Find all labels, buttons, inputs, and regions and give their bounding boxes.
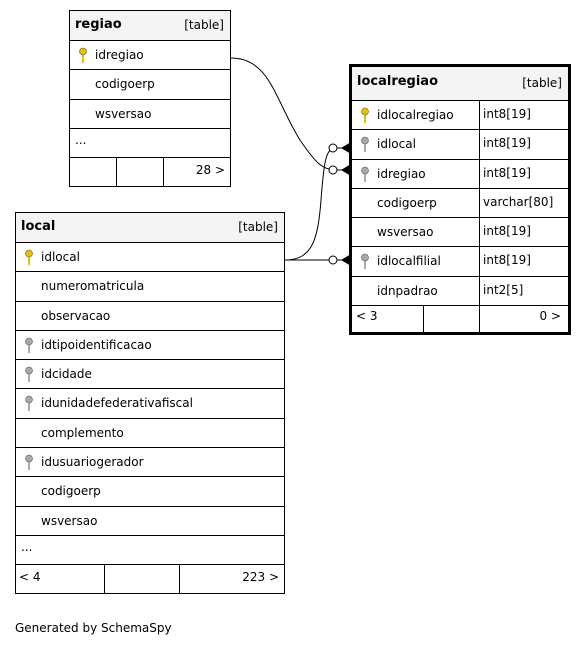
table-localregiao[interactable] xyxy=(349,64,571,335)
column-name: idusuariogerador xyxy=(41,455,144,470)
column-row-idregiao[interactable] xyxy=(70,41,230,70)
footer-parents[interactable] xyxy=(70,158,117,186)
column-type: int8[19] xyxy=(479,160,568,188)
column-name: idlocalfilial xyxy=(377,254,441,269)
table-name: localregiao xyxy=(357,74,439,89)
column-name: idlocal xyxy=(41,250,80,264)
relationship-local-localregiao-idlocal xyxy=(285,148,336,260)
column-type: int8[19] xyxy=(479,247,568,275)
foreign-key-icon xyxy=(24,454,34,471)
primary-key-icon xyxy=(24,249,34,266)
column-row-idlocal[interactable] xyxy=(352,130,568,159)
endpoint-idlocal xyxy=(329,142,351,154)
more-columns: ... xyxy=(16,536,284,565)
column-row-observacao[interactable] xyxy=(16,302,284,331)
relationship-regiao-localregiao xyxy=(231,58,336,170)
footer-spacer xyxy=(117,158,164,186)
more-columns: ... xyxy=(70,129,230,158)
column-name: codigoerp xyxy=(377,195,437,210)
column-row-idlocalfilial[interactable] xyxy=(352,247,568,276)
column-row-complemento[interactable] xyxy=(16,419,284,448)
foreign-key-icon xyxy=(24,395,34,412)
foreign-key-icon xyxy=(24,366,34,383)
column-name: codigoerp xyxy=(95,77,155,92)
endpoint-idlocalfilial xyxy=(329,254,351,266)
column-row-idnpadrao[interactable] xyxy=(352,277,568,306)
column-row-wsversao[interactable] xyxy=(70,100,230,129)
column-name: idlocalregiao xyxy=(377,108,454,122)
table-kind: [table] xyxy=(238,220,278,234)
table-header xyxy=(70,11,230,41)
table-local[interactable] xyxy=(15,212,285,594)
column-type: int8[19] xyxy=(479,218,568,246)
footer-children[interactable]: 0 > xyxy=(539,309,561,324)
column-name: idregiao xyxy=(95,48,144,62)
column-type: int8[19] xyxy=(479,130,568,158)
column-name: idlocal xyxy=(377,137,416,152)
column-row-idusuariogerador[interactable] xyxy=(16,448,284,477)
column-row-codigoerp[interactable] xyxy=(70,70,230,99)
column-name: wsversao xyxy=(41,513,98,528)
column-name: numeromatricula xyxy=(41,279,145,294)
primary-key-icon xyxy=(78,47,88,64)
column-name: idtipoidentificacao xyxy=(41,337,152,352)
foreign-key-icon xyxy=(360,253,370,270)
table-name: regiao xyxy=(75,17,122,32)
column-name: wsversao xyxy=(95,106,152,121)
table-header xyxy=(352,67,568,101)
footer-parents[interactable]: < 3 xyxy=(352,306,424,332)
column-name: idcidade xyxy=(41,367,92,382)
column-row-idlocalregiao[interactable] xyxy=(352,101,568,130)
column-type: varchar[80] xyxy=(479,189,568,217)
endpoint-idregiao xyxy=(329,164,351,176)
column-name: observacao xyxy=(41,308,111,323)
column-row-idunidadefederativafiscal[interactable] xyxy=(16,389,284,418)
table-kind: [table] xyxy=(184,18,224,32)
column-list xyxy=(352,101,568,306)
table-footer xyxy=(352,306,568,332)
foreign-key-icon xyxy=(24,337,34,354)
column-row-wsversao[interactable] xyxy=(352,218,568,247)
footer-spacer xyxy=(105,565,180,593)
table-header xyxy=(16,213,284,243)
generated-by-label: Generated by SchemaSpy xyxy=(15,621,172,635)
column-name: codigoerp xyxy=(41,484,101,499)
table-kind: [table] xyxy=(522,76,562,90)
foreign-key-icon xyxy=(360,136,370,153)
column-name: complemento xyxy=(41,425,124,440)
column-row-idtipoidentificacao[interactable] xyxy=(16,331,284,360)
table-name: local xyxy=(21,219,56,234)
column-name: wsversao xyxy=(377,225,434,240)
column-name: idunidadefederativafiscal xyxy=(41,396,193,411)
column-row-codigoerp[interactable] xyxy=(352,189,568,218)
column-row-numeromatricula[interactable] xyxy=(16,272,284,301)
foreign-key-icon xyxy=(360,166,370,183)
footer-children[interactable]: 223 > xyxy=(242,569,279,584)
table-regiao[interactable] xyxy=(69,10,231,187)
primary-key-icon xyxy=(360,107,370,124)
column-type: int8[19] xyxy=(479,101,568,129)
table-footer xyxy=(16,565,284,593)
column-name: idnpadrao xyxy=(377,283,438,298)
footer-parents[interactable]: < 4 xyxy=(16,565,105,593)
column-list xyxy=(70,41,230,129)
column-type: int2[5] xyxy=(479,277,568,305)
footer-children[interactable]: 28 > xyxy=(195,162,225,177)
column-row-wsversao[interactable] xyxy=(16,507,284,536)
column-row-codigoerp[interactable] xyxy=(16,477,284,506)
column-list xyxy=(16,243,284,536)
column-row-idlocal[interactable] xyxy=(16,243,284,272)
footer-spacer xyxy=(424,306,480,332)
column-row-idregiao[interactable] xyxy=(352,160,568,189)
column-row-idcidade[interactable] xyxy=(16,360,284,389)
table-footer xyxy=(70,158,230,186)
column-name: idregiao xyxy=(377,166,426,181)
